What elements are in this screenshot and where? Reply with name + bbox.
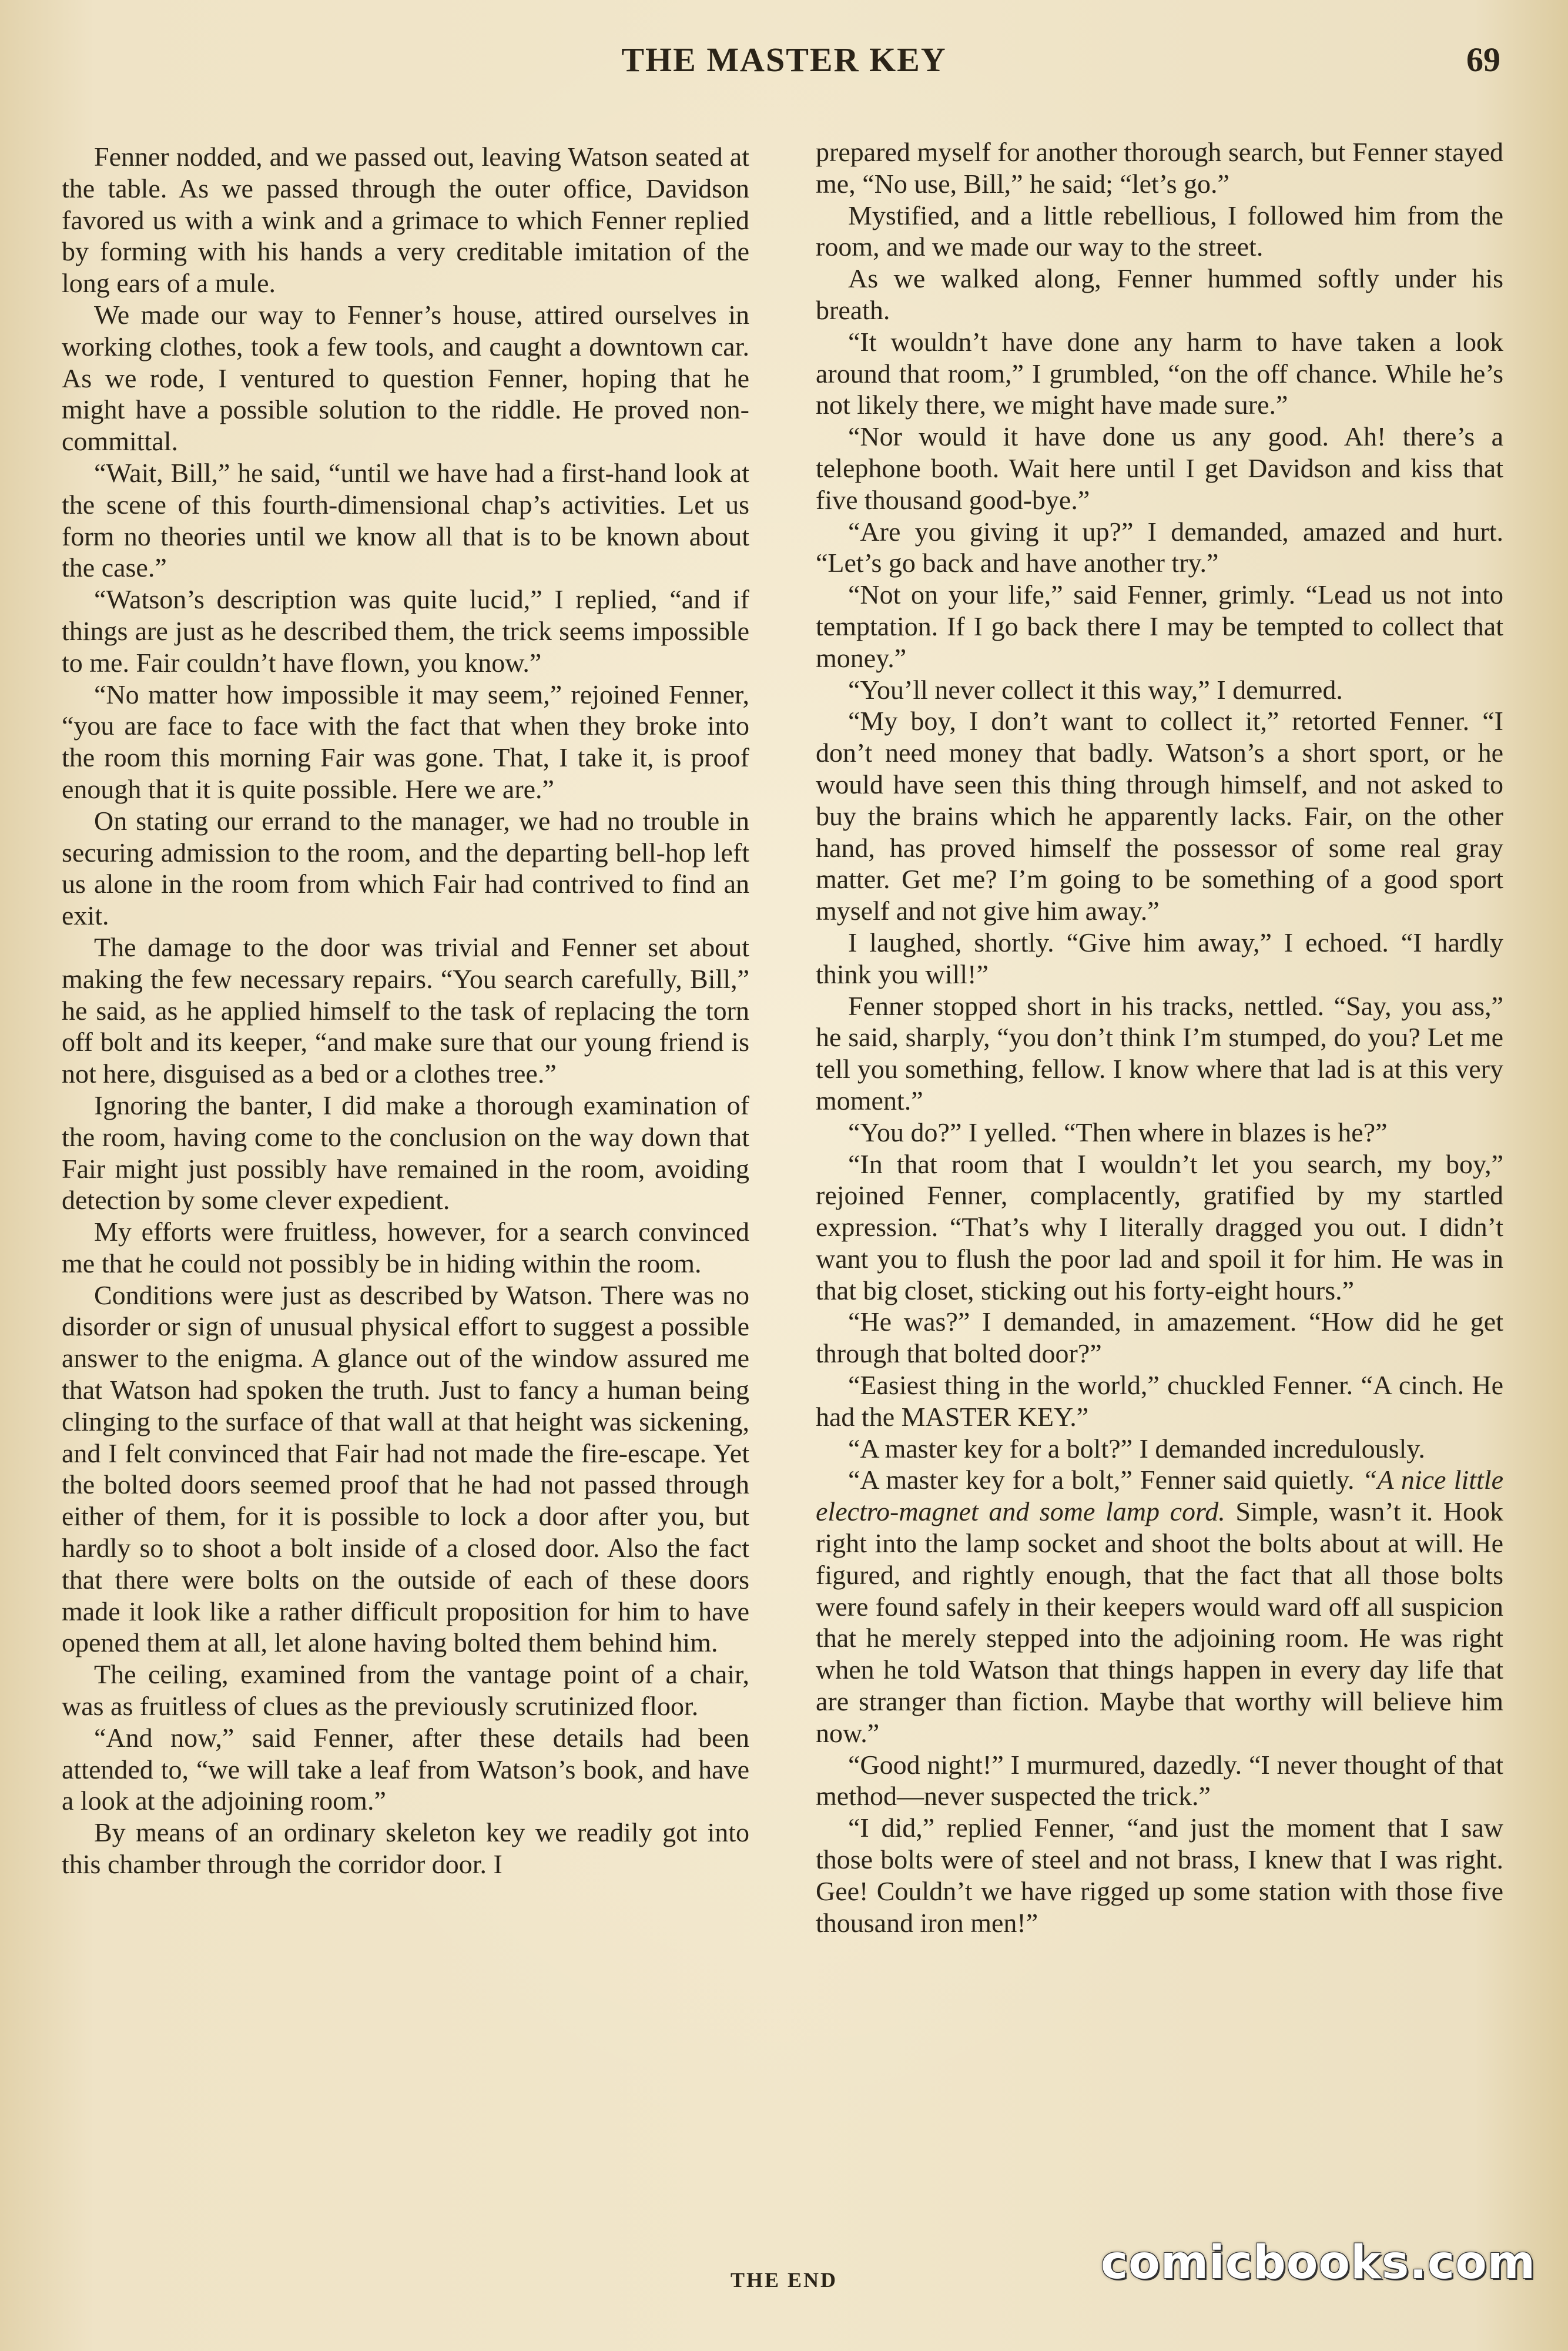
page-number: 69 xyxy=(1466,41,1500,79)
paragraph-text: “A master key for a bolt,” Fenner said quietly. xyxy=(848,1465,1355,1495)
left-column xyxy=(62,141,749,1880)
paragraph xyxy=(816,1369,1503,1433)
paragraph-text: “My boy, I don’t want to collect it,” retorted Fenner. “I don’t need money that badly. Watson’s a short sport, or he would have seen this thing through himself, and not asked to buy the brains which he apparently lacks. Fair, on the other hand, has proved himself the possessor of some real gray matter. Get me? I’m going to be something of a good sport myself and not give him away.” xyxy=(816,706,1503,926)
paragraph-text: “Wait, Bill,” he said, “until we have had a first-hand look at the scene of this fourth-dimensional chap’s activities. Let us form no theories until we know all that is to be known about the case.” xyxy=(62,457,749,583)
paragraph-text: “He was?” I demanded, in amazement. “How did he get through that bolted door?” xyxy=(816,1307,1503,1369)
paragraph-text: By means of an ordinary skeleton key we readily got into this chamber through the corridor door. I xyxy=(62,1817,749,1880)
paragraph xyxy=(816,705,1503,927)
paragraph xyxy=(62,805,749,932)
paragraph xyxy=(816,1464,1503,1749)
paragraph-text: “Nor would it have done us any good. Ah! there’s a telephone booth. Wait here until I get Davidson and kiss that five thousand good-bye.” xyxy=(816,421,1503,515)
paragraph xyxy=(816,326,1503,421)
paragraph xyxy=(816,1306,1503,1369)
paragraph-text: “A master key for a bolt?” I demanded incredulously. xyxy=(848,1433,1425,1463)
paragraph xyxy=(62,584,749,678)
paragraph-text: The damage to the door was trivial and Fenner set about making the few necessary repairs. “You search carefully, Bill,” he said, as he applied himself to the task of replacing the torn off bolt and its keeper, “and make sure that our young friend is not here, disguised as a bed or a clothes tree.” xyxy=(62,932,749,1089)
paragraph xyxy=(816,1812,1503,1938)
italic-text: “A nice little electro-magnet and some lamp cord. xyxy=(816,1465,1504,1527)
paragraph-text: “It wouldn’t have done any harm to have taken a look around that room,” I grumbled, “on the off chance. While he’s not likely there, we might have made sure.” xyxy=(816,326,1503,420)
paragraph-text: “Watson’s description was quite lucid,” I replied, “and if things are just as he described them, the trick seems impossible to me. Fair couldn’t have flown, you know.” xyxy=(62,584,749,678)
paragraph-text: On stating our errand to the manager, we had no trouble in securing admission to the room, and the departing bell-hop left us alone in the room from which Fair had contrived to find an exit. xyxy=(62,805,749,931)
paragraph-text: “You do?” I yelled. “Then where in blazes is he?” xyxy=(848,1117,1388,1147)
paragraph-text: “Good night!” I murmured, dazedly. “I never thought of that method—never suspected the trick.” xyxy=(816,1749,1503,1811)
paragraph xyxy=(816,990,1503,1117)
paragraph xyxy=(62,679,749,805)
paragraph-text: “You’ll never collect it this way,” I demurred. xyxy=(848,674,1343,705)
paragraph-text: The ceiling, examined from the vantage point of a chair, was as fruitless of clues as the previously scrutinized floor. xyxy=(62,1659,749,1722)
paragraph xyxy=(62,141,749,299)
paragraph xyxy=(816,1749,1503,1813)
paragraph xyxy=(62,1817,749,1880)
paragraph-text: “No matter how impossible it may seem,” rejoined Fenner, “you are face to face with the fact that when they broke into the room this morning Fair was gone. That, I take it, is proof enough that it is quite possible. Here we are.” xyxy=(62,679,749,804)
paragraph-text: We made our way to Fenner’s house, attired ourselves in working clothes, took a few tools, and caught a downtown car. As we rode, I ventured to question Fenner, hoping that he might have a possible solution to the riddle. He proved non-committal. xyxy=(62,299,749,457)
paragraph-text: Conditions were just as described by Watson. There was no disorder or sign of unusual physical effort to suggest a possible answer to the enigma. A glance out of the window assured me that Watson had spoken the truth. Just to fancy a human being clinging to the surface of that wall at that height was sickening, and I felt convinced that Fair had not made the fire-escape. Yet the bolted doors seemed proof that he had not passed through either of them, for it is possible to lock a door after you, but hardly so to shoot a bolt inside of a closed door. Also the fact that there were bolts on the outside of each of these doors made it look like a rather difficult proposition for him to have opened them at all, let alone having bolted them behind him. xyxy=(62,1280,749,1658)
paragraph xyxy=(816,1433,1503,1465)
paragraph xyxy=(816,200,1503,263)
right-column xyxy=(816,136,1503,1938)
paragraph xyxy=(816,674,1503,706)
paragraph-text: Fenner stopped short in his tracks, nettled. “Say, you ass,” he said, sharply, “you don’t think I’m stumped, do you? Let me tell you something, fellow. I know where that lad is at this very moment.” xyxy=(816,990,1503,1116)
paragraph-text: Fenner nodded, and we passed out, leaving Watson seated at the table. As we passed through the outer office, Davidson favored us with a wink and a grimace to which Fenner replied by forming with his hands a very creditable imitation of the long ears of a mule. xyxy=(62,142,749,299)
end-mark: THE END xyxy=(730,2268,838,2292)
paragraph xyxy=(62,299,749,457)
paragraph xyxy=(62,1280,749,1659)
paragraph xyxy=(816,1148,1503,1307)
paragraph xyxy=(816,263,1503,326)
paragraph-text: prepared myself for another thorough search, but Fenner stayed me, “No use, Bill,” he said; “let’s go.” xyxy=(816,137,1503,199)
paragraph-text: “And now,” said Fenner, after these details had been attended to, “we will take a leaf from Watson’s book, and have a look at the adjoining room.” xyxy=(62,1722,749,1816)
paragraph-text: I laughed, shortly. “Give him away,” I echoed. “I hardly think you will!” xyxy=(816,927,1503,989)
paragraph xyxy=(816,927,1503,990)
paragraph-text: As we walked along, Fenner hummed softly under his breath. xyxy=(816,263,1503,325)
paragraph xyxy=(816,579,1503,674)
paragraph-text: Simple, wasn’t it. Hook right into the lamp socket and shoot the bolts about at will. He figured, and rightly enough, that the fact that all those bolts were found safely in their keepers would ward off all suspicion that he merely stepped into the adjoining room. He was right when he told Watson that things happen in every day life that are stranger than fiction. Maybe that worthy will believe him now.” xyxy=(816,1496,1504,1748)
paragraph-text: “Are you giving it up?” I demanded, amazed and hurt. “Let’s go back and have another try.” xyxy=(816,516,1503,578)
paragraph xyxy=(62,457,749,584)
paragraph xyxy=(62,1722,749,1817)
paragraph xyxy=(62,932,749,1090)
paragraph-text: My efforts were fruitless, however, for a search convinced me that he could not possibly be in hiding within the room. xyxy=(62,1217,749,1278)
running-title: THE MASTER KEY xyxy=(621,41,947,79)
watermark-logo: comicbooks.com xyxy=(1100,2236,1536,2289)
paragraph-text: Mystified, and a little rebellious, I followed him from the room, and we made our way to the street. xyxy=(816,200,1503,262)
running-head xyxy=(0,36,1568,83)
paragraph xyxy=(62,1659,749,1722)
paragraph-text: “I did,” replied Fenner, “and just the moment that I saw those bolts were of steel and not brass, I knew that I was right. Gee! Couldn’t we have rigged up some station with those five thousand iron men!” xyxy=(816,1813,1503,1938)
paragraph xyxy=(816,1117,1503,1148)
paragraph xyxy=(816,516,1503,580)
paragraph xyxy=(816,136,1503,200)
paragraph xyxy=(816,421,1503,515)
paragraph-text: “Not on your life,” said Fenner, grimly. “Lead us not into temptation. If I go back there I may be tempted to collect that money.” xyxy=(816,580,1503,673)
paragraph-text: Ignoring the banter, I did make a thorough examination of the room, having come to the conclusion on the way down that Fair might just possibly have remained in the room, avoiding detection by some clever expedient. xyxy=(62,1090,749,1215)
paragraph-text: “In that room that I wouldn’t let you search, my boy,” rejoined Fenner, complacently, gratified by my startled expression. “That’s why I literally dragged you out. I didn’t want you to flush the poor lad and spoil it for him. He was in that big closet, sticking out his forty-eight hours.” xyxy=(816,1148,1503,1305)
paragraph xyxy=(62,1216,749,1280)
paragraph-text: “Easiest thing in the world,” chuckled Fenner. “A cinch. He had the MASTER KEY.” xyxy=(816,1370,1503,1432)
paragraph xyxy=(62,1090,749,1216)
